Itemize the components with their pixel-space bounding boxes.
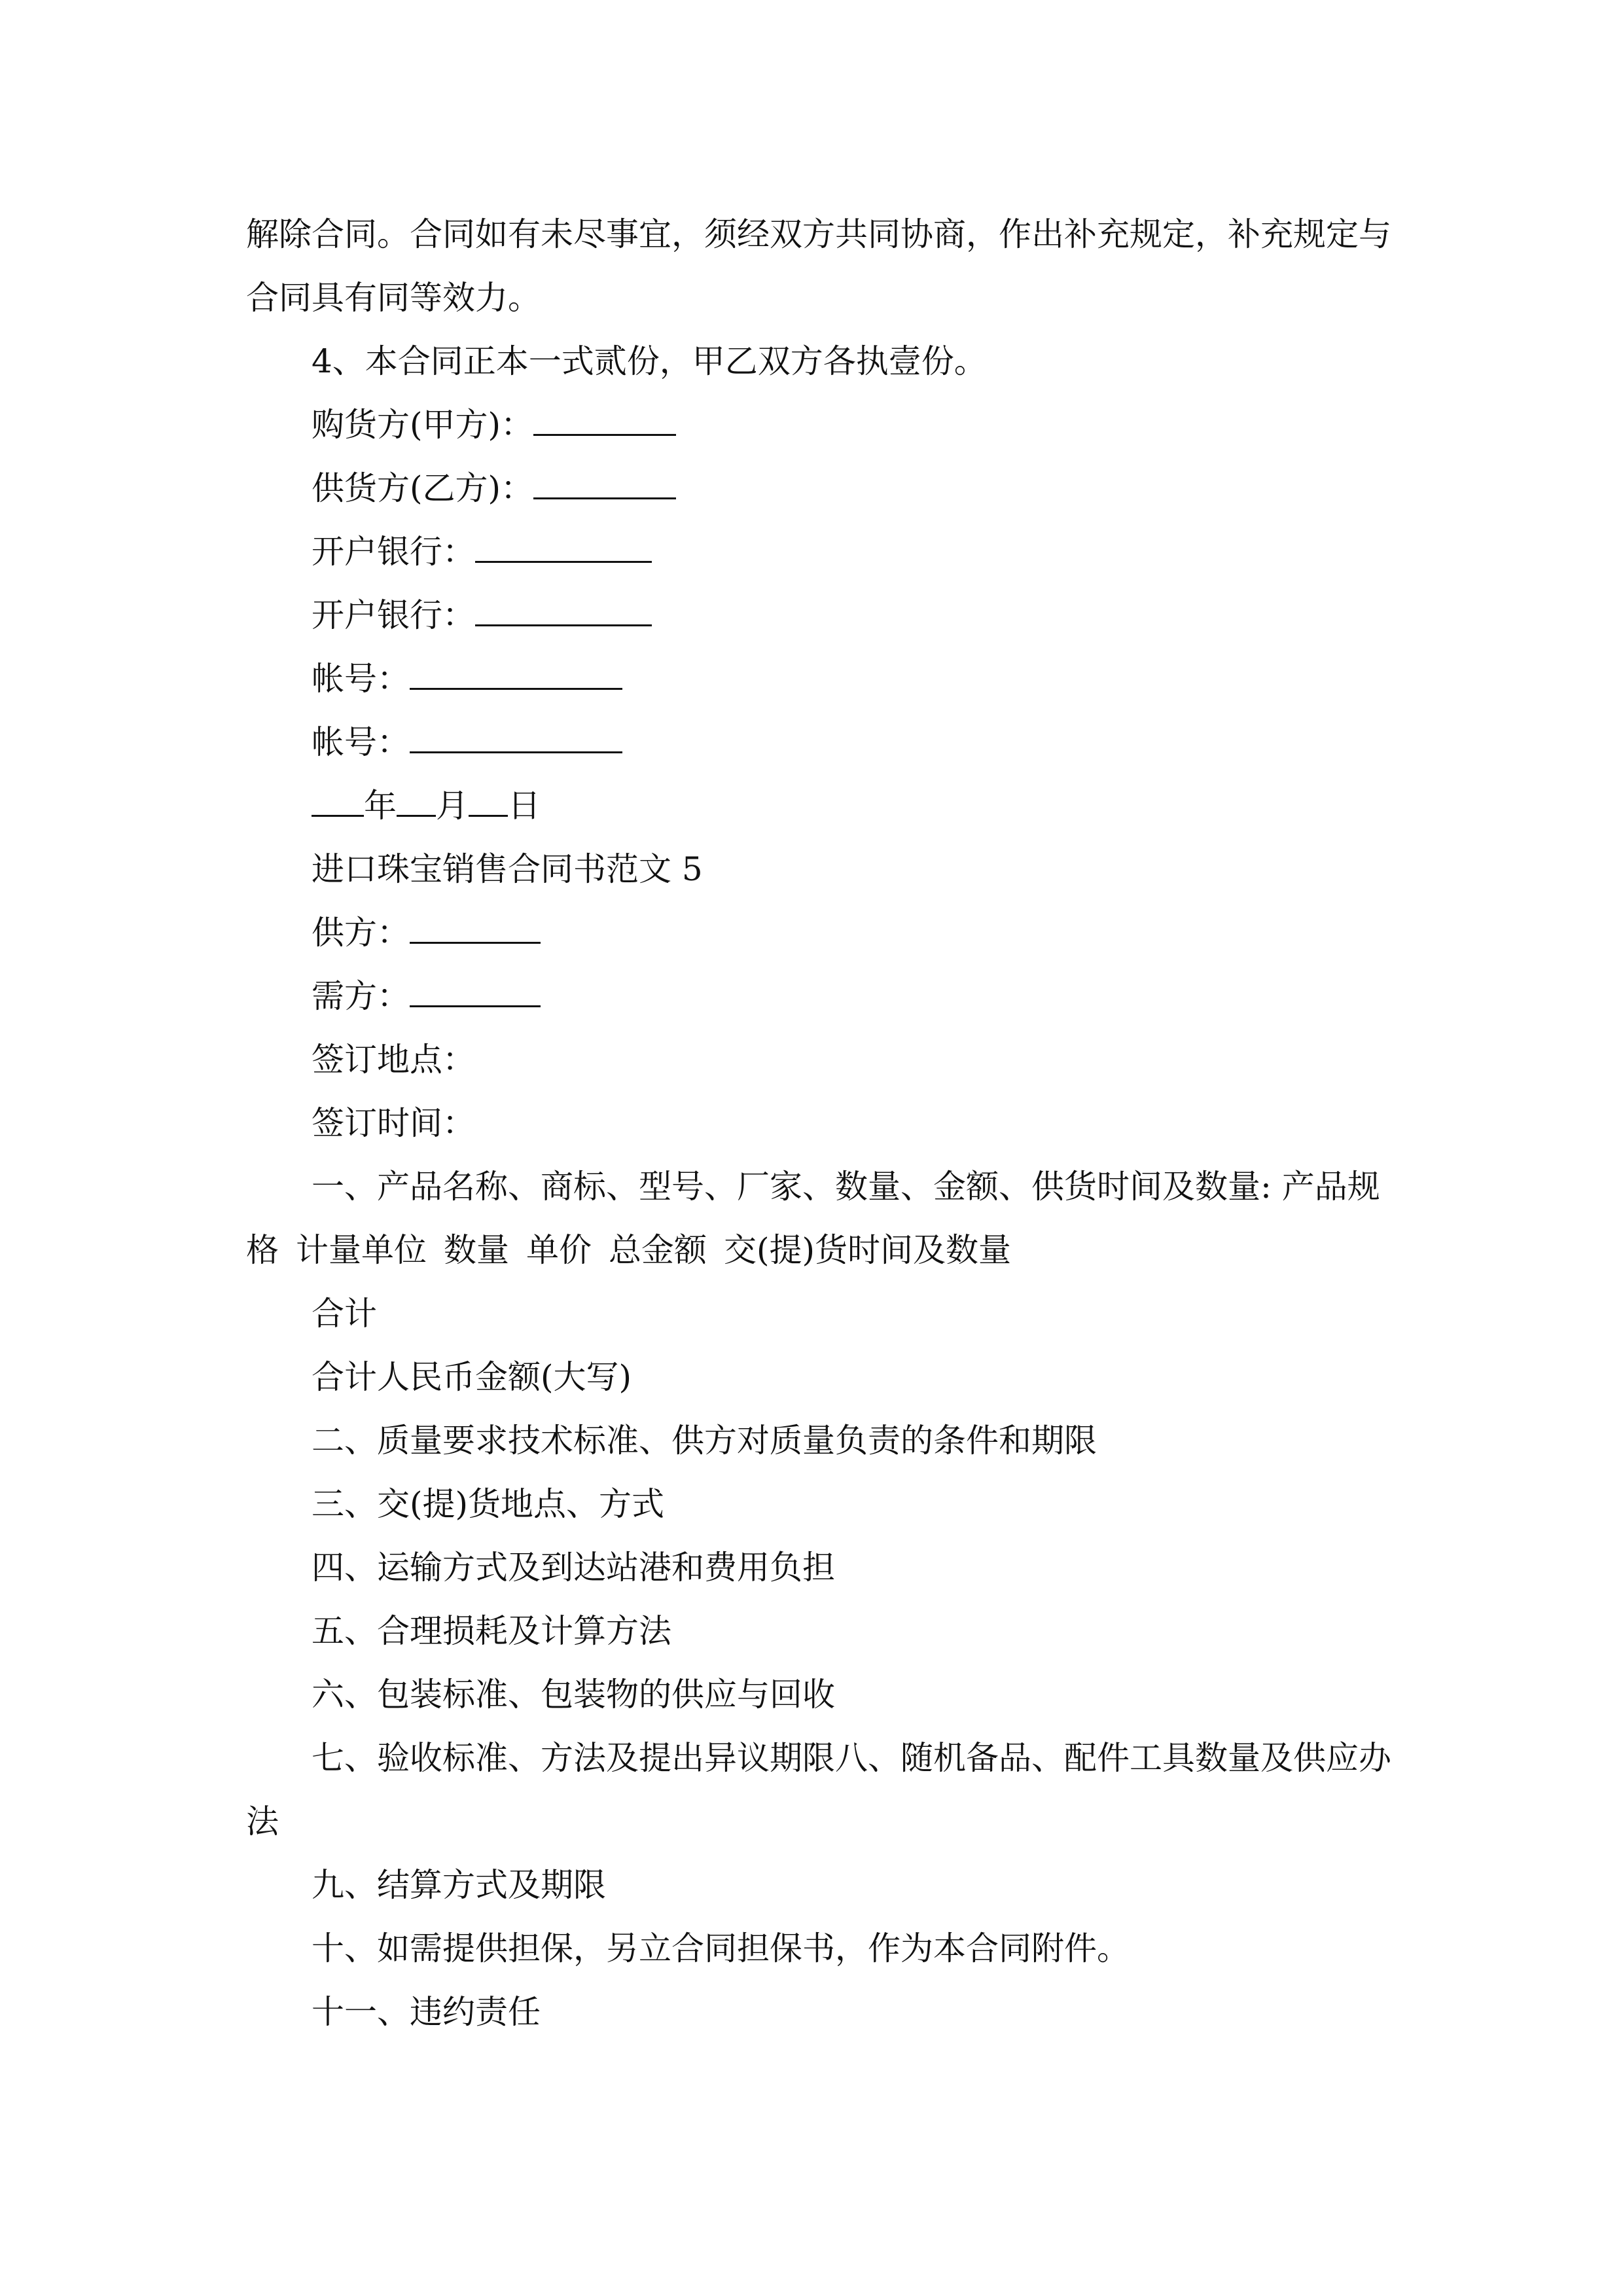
account-label-1: 帐号：: [312, 660, 410, 698]
supplier-line: [246, 901, 1378, 965]
demander-blank: [410, 967, 541, 1007]
bank-line-1: [246, 520, 1378, 584]
bank-label-2: 开户银行：: [312, 596, 475, 634]
clause-9: 九、结算方式及期限: [312, 1866, 606, 1904]
paragraph-continuation: [246, 203, 1391, 330]
month-blank: [397, 777, 436, 817]
spec-col-5: 总金额: [609, 1231, 707, 1269]
buyer-label: 购货方(甲方)：: [312, 406, 534, 444]
spec-col-3: 数量: [444, 1231, 509, 1269]
year-label: 年: [364, 787, 397, 825]
demander-line: [246, 965, 1378, 1028]
bank-label-1: 开户银行：: [312, 533, 475, 571]
buyer-blank: [533, 396, 676, 436]
continuation-line-2: 合同具有同等效力。: [246, 279, 541, 317]
bank-blank-2: [475, 586, 652, 626]
day-label: 日: [508, 787, 541, 825]
clause-5: 五、合理损耗及计算方法: [312, 1612, 671, 1650]
account-blank-1: [410, 650, 622, 690]
continuation-line-1: 解除合同。合同如有未尽事宜，须经双方共同协商，作出补充规定，补充规定与: [246, 215, 1391, 253]
total-line: 合计: [312, 1295, 377, 1333]
account-line-1: [246, 647, 1378, 711]
clause-1-line-2: [246, 1219, 1378, 1282]
spec-col-2: 计量单位: [296, 1231, 427, 1269]
clause-6: 六、包装标准、包装物的供应与回收: [312, 1676, 835, 1713]
sign-time-line: 签订时间：: [312, 1104, 475, 1142]
seller-label: 供货方(乙方)：: [312, 469, 534, 507]
clause-1-line-1: 一、产品名称、商标、型号、厂家、数量、金额、供货时间及数量: 产品规: [312, 1168, 1380, 1206]
month-label: 月: [436, 787, 469, 825]
sign-place-line: 签订地点：: [312, 1041, 475, 1079]
day-blank: [469, 777, 508, 817]
supplier-blank: [410, 904, 541, 944]
bank-blank-1: [475, 523, 652, 563]
clause-10: 十、如需提供担保，另立合同担保书，作为本合同附件。: [312, 1929, 1130, 1967]
clause-7: [246, 1727, 1391, 1854]
clause-11: 十一、违约责任: [312, 1993, 541, 2031]
clause-7-line-2: 法: [246, 1803, 279, 1840]
clause-4: 四、运输方式及到达站港和费用负担: [312, 1549, 835, 1587]
bank-line-2: [246, 584, 1378, 647]
clause-3: 三、交(提)货地点、方式: [312, 1485, 665, 1523]
supplier-label: 供方：: [312, 914, 410, 952]
date-line: [246, 774, 1378, 838]
document-body: [246, 203, 1391, 2044]
year-blank: [312, 777, 364, 817]
buyer-line: [246, 393, 1378, 457]
seller-line: [246, 457, 1378, 520]
spec-col-6: 交(提)货时间及数量: [724, 1231, 1012, 1269]
item-4: 4、本合同正本一式贰份，甲乙双方各执壹份。: [312, 342, 987, 380]
account-blank-2: [410, 713, 622, 753]
clause-7-line-1: 七、验收标准、方法及提出异议期限八、随机备品、配件工具数量及供应办: [312, 1739, 1391, 1777]
spec-col-4: 单价: [526, 1231, 592, 1269]
total-rmb-line: 合计人民币金额(大写): [312, 1358, 632, 1396]
clause-1: [246, 1155, 1378, 1282]
account-line-2: [246, 711, 1378, 774]
clause-2: 二、质量要求技术标准、供方对质量负责的条件和期限: [312, 1422, 1097, 1460]
spec-col-1: 格: [246, 1231, 279, 1269]
demander-label: 需方：: [312, 977, 410, 1015]
section-title: 进口珠宝销售合同书范文 5: [312, 850, 703, 888]
seller-blank: [533, 459, 676, 499]
account-label-2: 帐号：: [312, 723, 410, 761]
